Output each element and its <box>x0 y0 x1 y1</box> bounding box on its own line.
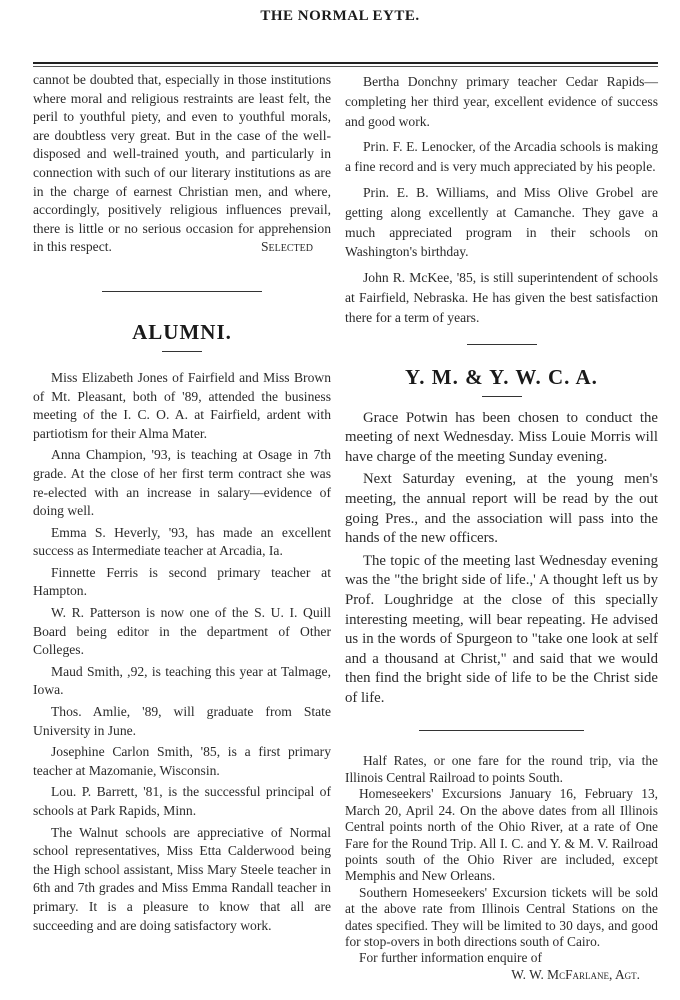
alumni-item: Finnette Ferris is second primary teacher at Hampton. <box>33 564 331 599</box>
alumni-item: Bertha Donchny primary teacher Cedar Rapids—completing her third year, excellent evidence of success and good work. <box>345 74 658 129</box>
section-divider <box>467 344 537 345</box>
ad-paragraph: Half Rates, or one fare for the round trip, via the Illinois Central Railroad to points South. <box>345 753 658 785</box>
alumni-item: The Walnut schools are appreciative of Normal school representatives, Miss Etta Calderwood being the High school assistant, Miss Mary Steele teacher in 6th and 7th grades and Miss Emma Randall teacher in primary. It is a pleasure to know that all are succeeding and are doing satisfactory work. <box>33 824 331 933</box>
railroad-advertisement <box>345 753 658 983</box>
ad-signature: W. W. McFarlane, Agt. <box>511 966 640 982</box>
ymca-heading: Y. M. & Y. W. C. A. <box>405 364 598 389</box>
header-rule-thin <box>33 66 658 67</box>
ymca-paragraph: Grace Potwin has been chosen to conduct the meeting of next Wednesday. Miss Louie Morris will have charge of the meeting Sunday evening. <box>345 409 658 465</box>
alumni-item: Miss Elizabeth Jones of Fairfield and Miss Brown of Mt. Pleasant, both of '89, attended the business meeting of the I. C. O. A. at Fairfield, ardent with partiotism for their Alma Mater. <box>33 369 331 441</box>
alumni-item: W. R. Patterson is now one of the S. U. I. Quill Board being editor in the department of Other Colleges. <box>33 605 331 658</box>
section-divider <box>419 730 584 731</box>
alumni-item: Prin. F. E. Lenocker, of the Arcadia schools is making a fine record and is very much appreciated by his people. <box>345 139 658 175</box>
section-divider <box>102 291 262 292</box>
intro-paragraph <box>33 71 331 257</box>
page-header-title: THE NORMAL EYTE. <box>260 8 420 24</box>
ad-paragraph: Homeseekers' Excursions January 16, February 13, March 20, April 24. On the above dates from all Illinois Central points north of the Ohio River, at a rate of One Fare for the Round Trip. All I. C. and Y. & M. V. Railroad points south of the Ohio River are included, except Memphis and New Orleans. <box>345 786 658 884</box>
alumni-item: Emma S. Heverly, '93, has made an excellent success as Intermediate teacher at Arcadia, Ia. <box>33 524 331 559</box>
alumni-item: Maud Smith, ,92, is teaching this year at Talmage, Iowa. <box>33 663 331 698</box>
alumni-item: Thos. Amlie, '89, will graduate from State University in June. <box>33 704 331 738</box>
ad-paragraph: Southern Homeseekers' Excursion tickets will be sold at the above rate from Illinois Central Stations on the dates specified. They will be limited to 30 days, and good for stop-overs in both directions south of Cairo. <box>345 884 658 949</box>
alumni-item: Josephine Carlon Smith, '85, is a first primary teacher at Mazomanie, Wisconsin. <box>33 744 331 778</box>
alumni-item: Anna Champion, '93, is teaching at Osage in 7th grade. At the close of her first term contract she was re-elected with an increase in salary—evidence of doing well. <box>33 447 331 519</box>
header-rule <box>33 62 658 64</box>
ymca-section <box>345 409 658 709</box>
alumni-item: Lou. P. Barrett, '81, is the successful principal of schools at Park Rapids, Minn. <box>33 784 331 818</box>
intro-text: cannot be doubted that, especially in those institutions where moral and religious restraints are least felt, the peril to youthful piety, and even to youthful morals, are doubtless very great. But in the case of the well-disposed and well-trained youth, and particularly in connection with such of our literary institutions as are in the charge of earnest Christian men, and where, accordingly, positively religious influences prevail, there is little or no serious occasion for apprehension in this respect. <box>33 72 331 255</box>
alumni-item: Prin. E. B. Williams, and Miss Olive Grobel are getting along excellently at Camanche. They gave a much appreciated program in their schools on Washington's birthday. <box>345 184 658 260</box>
ymca-paragraph: Next Saturday evening, at the young men's meeting, the annual report will be read by the out going Pres., and the association will pass into the hands of the new officers. <box>345 471 658 547</box>
right-column <box>345 72 658 983</box>
ymca-paragraph: The topic of the meeting last Wednesday evening was the "the bright side of life.,' A thought left us by Prof. Loughridge at the close of this specially interesting meeting, will bear repeating. He advised us in the words of Spurgeon to "take one look at self and a thousand at Christ," and said that we would then find the bright side of life to be the Christ side of life. <box>345 552 658 706</box>
alumni-list <box>33 369 331 935</box>
ad-paragraph: For further information enquire of <box>359 950 542 966</box>
heading-underline <box>482 396 522 397</box>
alumni-heading: ALUMNI. <box>132 319 232 344</box>
left-column <box>33 71 331 935</box>
alumni-item: John R. McKee, '85, is still superintendent of schools at Fairfield, Nebraska. He has given the best satisfaction there for a term of years. <box>345 270 658 325</box>
intro-signature: Selected <box>261 239 313 255</box>
heading-underline <box>162 351 202 352</box>
